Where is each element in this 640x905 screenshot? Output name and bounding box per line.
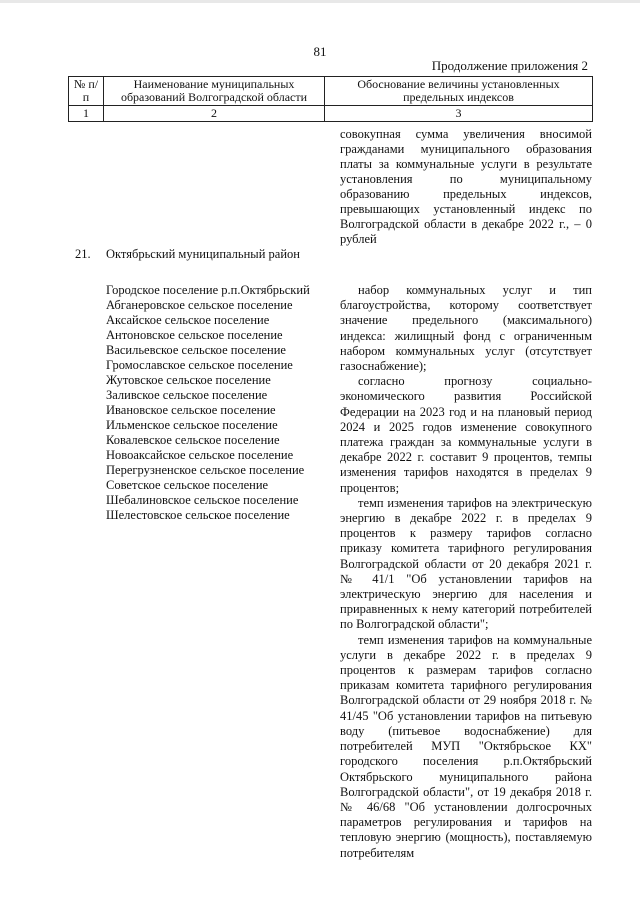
list-item: Ковалевское сельское поселение <box>106 433 280 447</box>
settlement-list <box>106 283 310 523</box>
list-item: Ильменское сельское поселение <box>106 418 278 432</box>
list-item: Ивановское сельское поселение <box>106 403 276 417</box>
scan-edge <box>0 0 640 3</box>
column-justification-index: 3 <box>325 106 593 122</box>
list-item: Новоаксайское сельское поселение <box>106 448 294 462</box>
justification-paragraph-4: темп изменения тарифов на коммунальные услуги в декабре 2022 г. в пределах 9 процентов к размерам тарифов согласно приказам комитета тарифного регулирования Волгоградской области от 29 ноября 2018 г. № 41/45 "Об установлении тарифов на питьевую воду (питьевое водоснабжение) для потребителей МУП "Октябрьское КХ" городского поселения р.п.Октябрьский Октябрьского муниципального района Волгоградской области", от 19 декабря 2018 г. № 46/68 "Об установлении долгосрочных параметров регулирования и тарифов на тепловую энергию (мощность), поставляемую потребителям <box>340 632 592 860</box>
justification-paragraph-2: согласно прогнозу социально-экономического развития Российской Федерации на 2023 год и на плановый период 2024 и 2025 годов изменение совокупного платежа граждан за коммунальные услуги в декабре 2022 г. составит 9 процентов, темпы изменения тарифов находятся в пределах 9 процентов; <box>340 374 592 495</box>
column-number-header: № п/п <box>69 77 104 106</box>
column-justification-header: Обоснование величины установленных предельных индексов <box>325 77 593 106</box>
continued-justification: совокупная сумма увеличения вносимой гражданами муниципального образования платы за коммунальные услуги в результате установления по муниципальному образованию предельных индексов, превышающих установленный индекс по Волгоградской области в декабре 2022 г., – 0 рублей <box>340 127 592 246</box>
justification-paragraph-3: темп изменения тарифов на электрическую энергию в декабре 2022 г. в пределах 9 процентов к размеру тарифов согласно приказу комитета тарифного регулирования Волгоградской области от 20 декабря 2021 г. № 41/1 "Об установлении тарифов на электрическую энергию для населения и приравненных к нему категорий потребителей по Волгоградской области"; <box>340 495 592 632</box>
list-item: Абганеровское сельское поселение <box>106 298 293 312</box>
table-header <box>68 76 593 122</box>
list-item: Антоновское сельское поселение <box>106 328 283 342</box>
list-item: Заливское сельское поселение <box>106 388 268 402</box>
column-name-header: Наименование муниципальных образований Волгоградской области <box>104 77 325 106</box>
column-name-index: 2 <box>104 106 325 122</box>
list-item: Шелестовское сельское поселение <box>106 508 290 522</box>
list-item: Перегрузненское сельское поселение <box>106 463 305 477</box>
list-item: Громославское сельское поселение <box>106 358 293 372</box>
row-number: 21. <box>75 247 91 261</box>
column-number-index: 1 <box>69 106 104 122</box>
list-item: Аксайское сельское поселение <box>106 313 270 327</box>
justification-text <box>340 283 592 861</box>
header-numbers-row <box>69 106 593 122</box>
list-item: Жутовское сельское поселение <box>106 373 271 387</box>
list-item: Шебалиновское сельское поселение <box>106 493 299 507</box>
page-number: 81 <box>313 44 327 59</box>
list-item: Советское сельское поселение <box>106 478 269 492</box>
district-name: Октябрьский муниципальный район <box>106 247 300 261</box>
justification-paragraph-1: набор коммунальных услуг и тип благоустройства, которому соответствует значение предельного (максимального) индекса: жилищный фонд с ограниченным набором коммунальных услуг (отсутствует газоснабжение); <box>340 283 592 374</box>
header-titles-row <box>69 77 593 106</box>
continuation-label: Продолжение приложения 2 <box>431 58 588 73</box>
list-item: Городское поселение р.п.Октябрьский <box>106 283 310 297</box>
list-item: Васильевское сельское поселение <box>106 343 286 357</box>
